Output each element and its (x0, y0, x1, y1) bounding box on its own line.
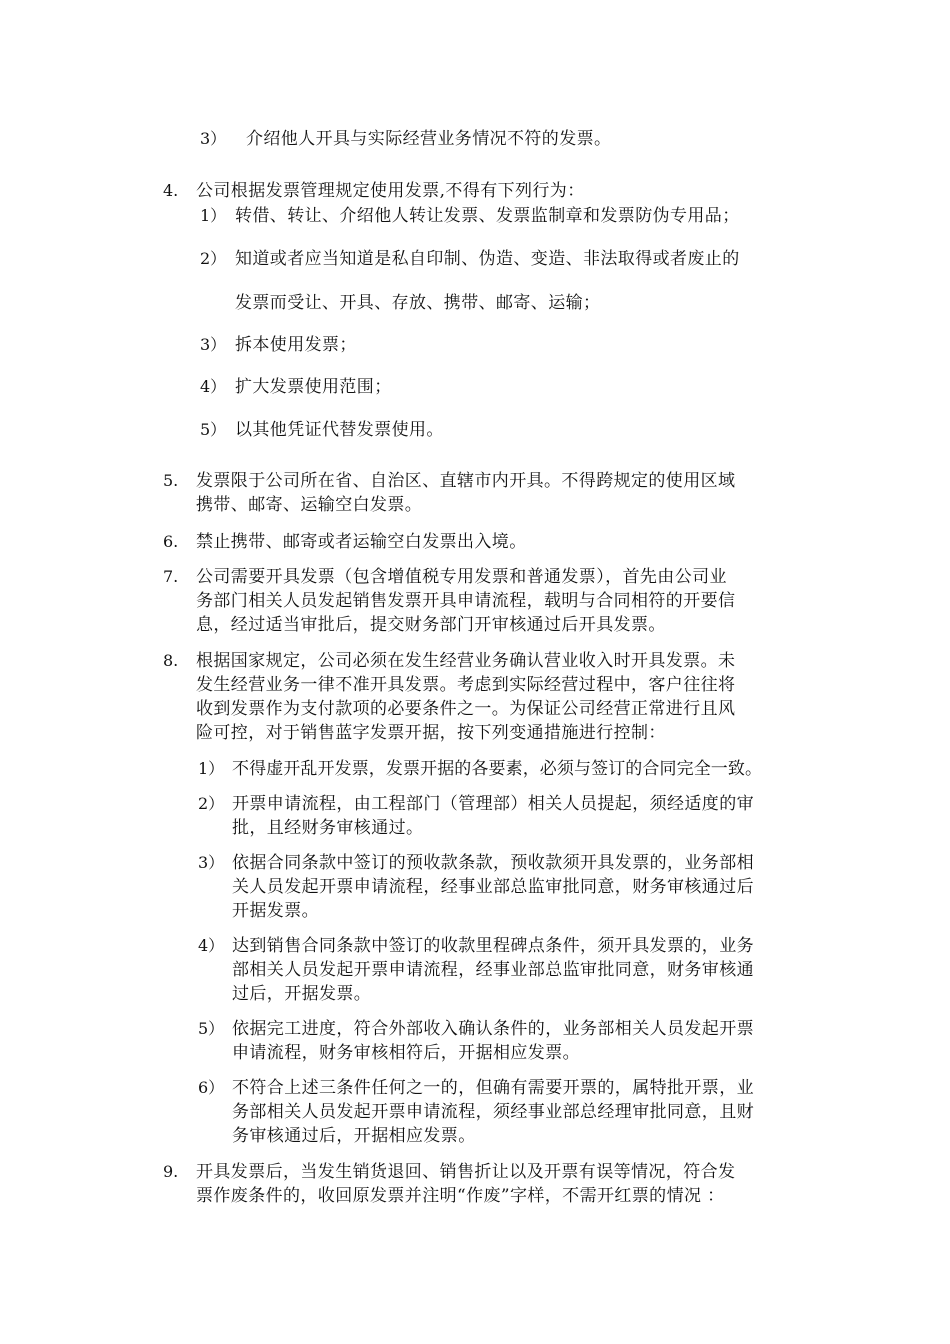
lead-item-text: 介绍他人开具与实际经营业务情况不符的发票。 (246, 129, 612, 149)
section-4-item-5-text: 以其他凭证代替发票使用。 (235, 420, 444, 440)
section-8-text: 根据国家规定，公司必须在发生经营业务确认营业收入时开具发票。未 (196, 651, 736, 671)
section-8-item-6-text: 不符合上述三条件任何之一的，但确有需要开票的，属特批开票，业 (232, 1078, 754, 1098)
section-8-number: 8. (163, 651, 179, 670)
section-8-item-4-text: 过后，开据发票。 (232, 984, 372, 1004)
section-4-item-5-number: 5） (200, 420, 227, 439)
section-8-item-3-number: 3） (198, 853, 225, 872)
section-8-item-6-text: 务审核通过后，开据相应发票。 (232, 1126, 476, 1146)
section-8-item-4-number: 4） (198, 936, 225, 955)
section-4-item-2-text: 发票而受让、开具、存放、携带、邮寄、运输； (235, 293, 601, 313)
section-4-item-1-number: 1） (200, 206, 227, 225)
section-4-item-2-text: 知道或者应当知道是私自印制、伪造、变造、非法取得或者废止的 (235, 249, 740, 269)
section-5-text: 发票限于公司所在省、自治区、直辖市内开具。不得跨规定的使用区域 (196, 471, 736, 491)
section-8-item-3-text: 依据合同条款中签订的预收款条款，预收款须开具发票的，业务部相 (232, 853, 754, 873)
section-4-number: 4. (163, 181, 179, 200)
section-4-item-4-text: 扩大发票使用范围； (235, 377, 392, 397)
section-7-text: 务部门相关人员发起销售发票开具申请流程，载明与合同相符的开要信 (196, 591, 736, 611)
section-4-text: 公司根据发票管理规定使用发票,不得有下列行为： (196, 181, 585, 201)
section-7-number: 7. (163, 567, 179, 586)
section-8-item-5-number: 5） (198, 1019, 225, 1038)
section-8-item-3-text: 关人员发起开票申请流程，经事业部总监审批同意，财务审核通过后 (232, 877, 754, 897)
section-8-item-3-text: 开据发票。 (232, 901, 319, 921)
section-7-text: 公司需要开具发票（包含增值税专用发票和普通发票），首先由公司业 (196, 567, 727, 587)
section-6-number: 6. (163, 532, 179, 551)
section-4-item-1-text: 转借、转让、介绍他人转让发票、发票监制章和发票防伪专用品； (235, 206, 740, 226)
section-4-item-3-text: 拆本使用发票； (235, 335, 357, 355)
section-9-text: 开具发票后，当发生销货退回、销售折让以及开票有误等情况，符合发 (196, 1162, 736, 1182)
section-8-item-6-text: 务部相关人员发起开票申请流程，须经事业部总经理审批同意，且财 (232, 1102, 754, 1122)
section-8-text: 险可控，对于销售蓝字发票开据，按下列变通措施进行控制： (196, 723, 666, 743)
section-5-number: 5. (163, 471, 179, 490)
section-8-item-4-text: 达到销售合同条款中签订的收款里程碑点条件，须开具发票的，业务 (232, 936, 754, 956)
section-8-item-6-number: 6） (198, 1078, 225, 1097)
section-9-text: 票作废条件的，收回原发票并注明“作废”字样，不需开红票的情况 ： (196, 1186, 725, 1206)
section-8-item-1-number: 1） (198, 759, 225, 778)
section-4-item-4-number: 4） (200, 377, 227, 396)
lead-item-number: 3） (200, 129, 227, 148)
section-6-text: 禁止携带、邮寄或者运输空白发票出入境。 (196, 532, 527, 552)
section-4-item-3-number: 3） (200, 335, 227, 354)
section-8-item-2-text: 开票申请流程，由工程部门（管理部）相关人员提起，须经适度的审 (232, 794, 754, 814)
section-5-text: 携带、邮寄、运输空白发票。 (196, 495, 423, 515)
section-8-text: 发生经营业务一律不准开具发票。考虑到实际经营过程中，客户往往将 (196, 675, 736, 695)
section-8-text: 收到发票作为支付款项的必要条件之一。为保证公司经营正常进行且风 (196, 699, 736, 719)
section-8-item-5-text: 申请流程，财务审核相符后，开据相应发票。 (232, 1043, 580, 1063)
section-8-item-5-text: 依据完工进度，符合外部收入确认条件的，业务部相关人员发起开票 (232, 1019, 754, 1039)
section-4-item-2-number: 2） (200, 249, 227, 268)
section-7-text: 息，经过适当审批后，提交财务部门开审核通过后开具发票。 (196, 615, 666, 635)
section-8-item-1-text: 不得虚开乱开发票，发票开据的各要素，必须与签订的合同完全一致。 (232, 759, 763, 779)
section-9-number: 9. (163, 1162, 179, 1181)
section-8-item-2-text: 批，且经财务审核通过。 (232, 818, 424, 838)
section-8-item-4-text: 部相关人员发起开票申请流程，经事业部总监审批同意，财务审核通 (232, 960, 754, 980)
section-8-item-2-number: 2） (198, 794, 225, 813)
